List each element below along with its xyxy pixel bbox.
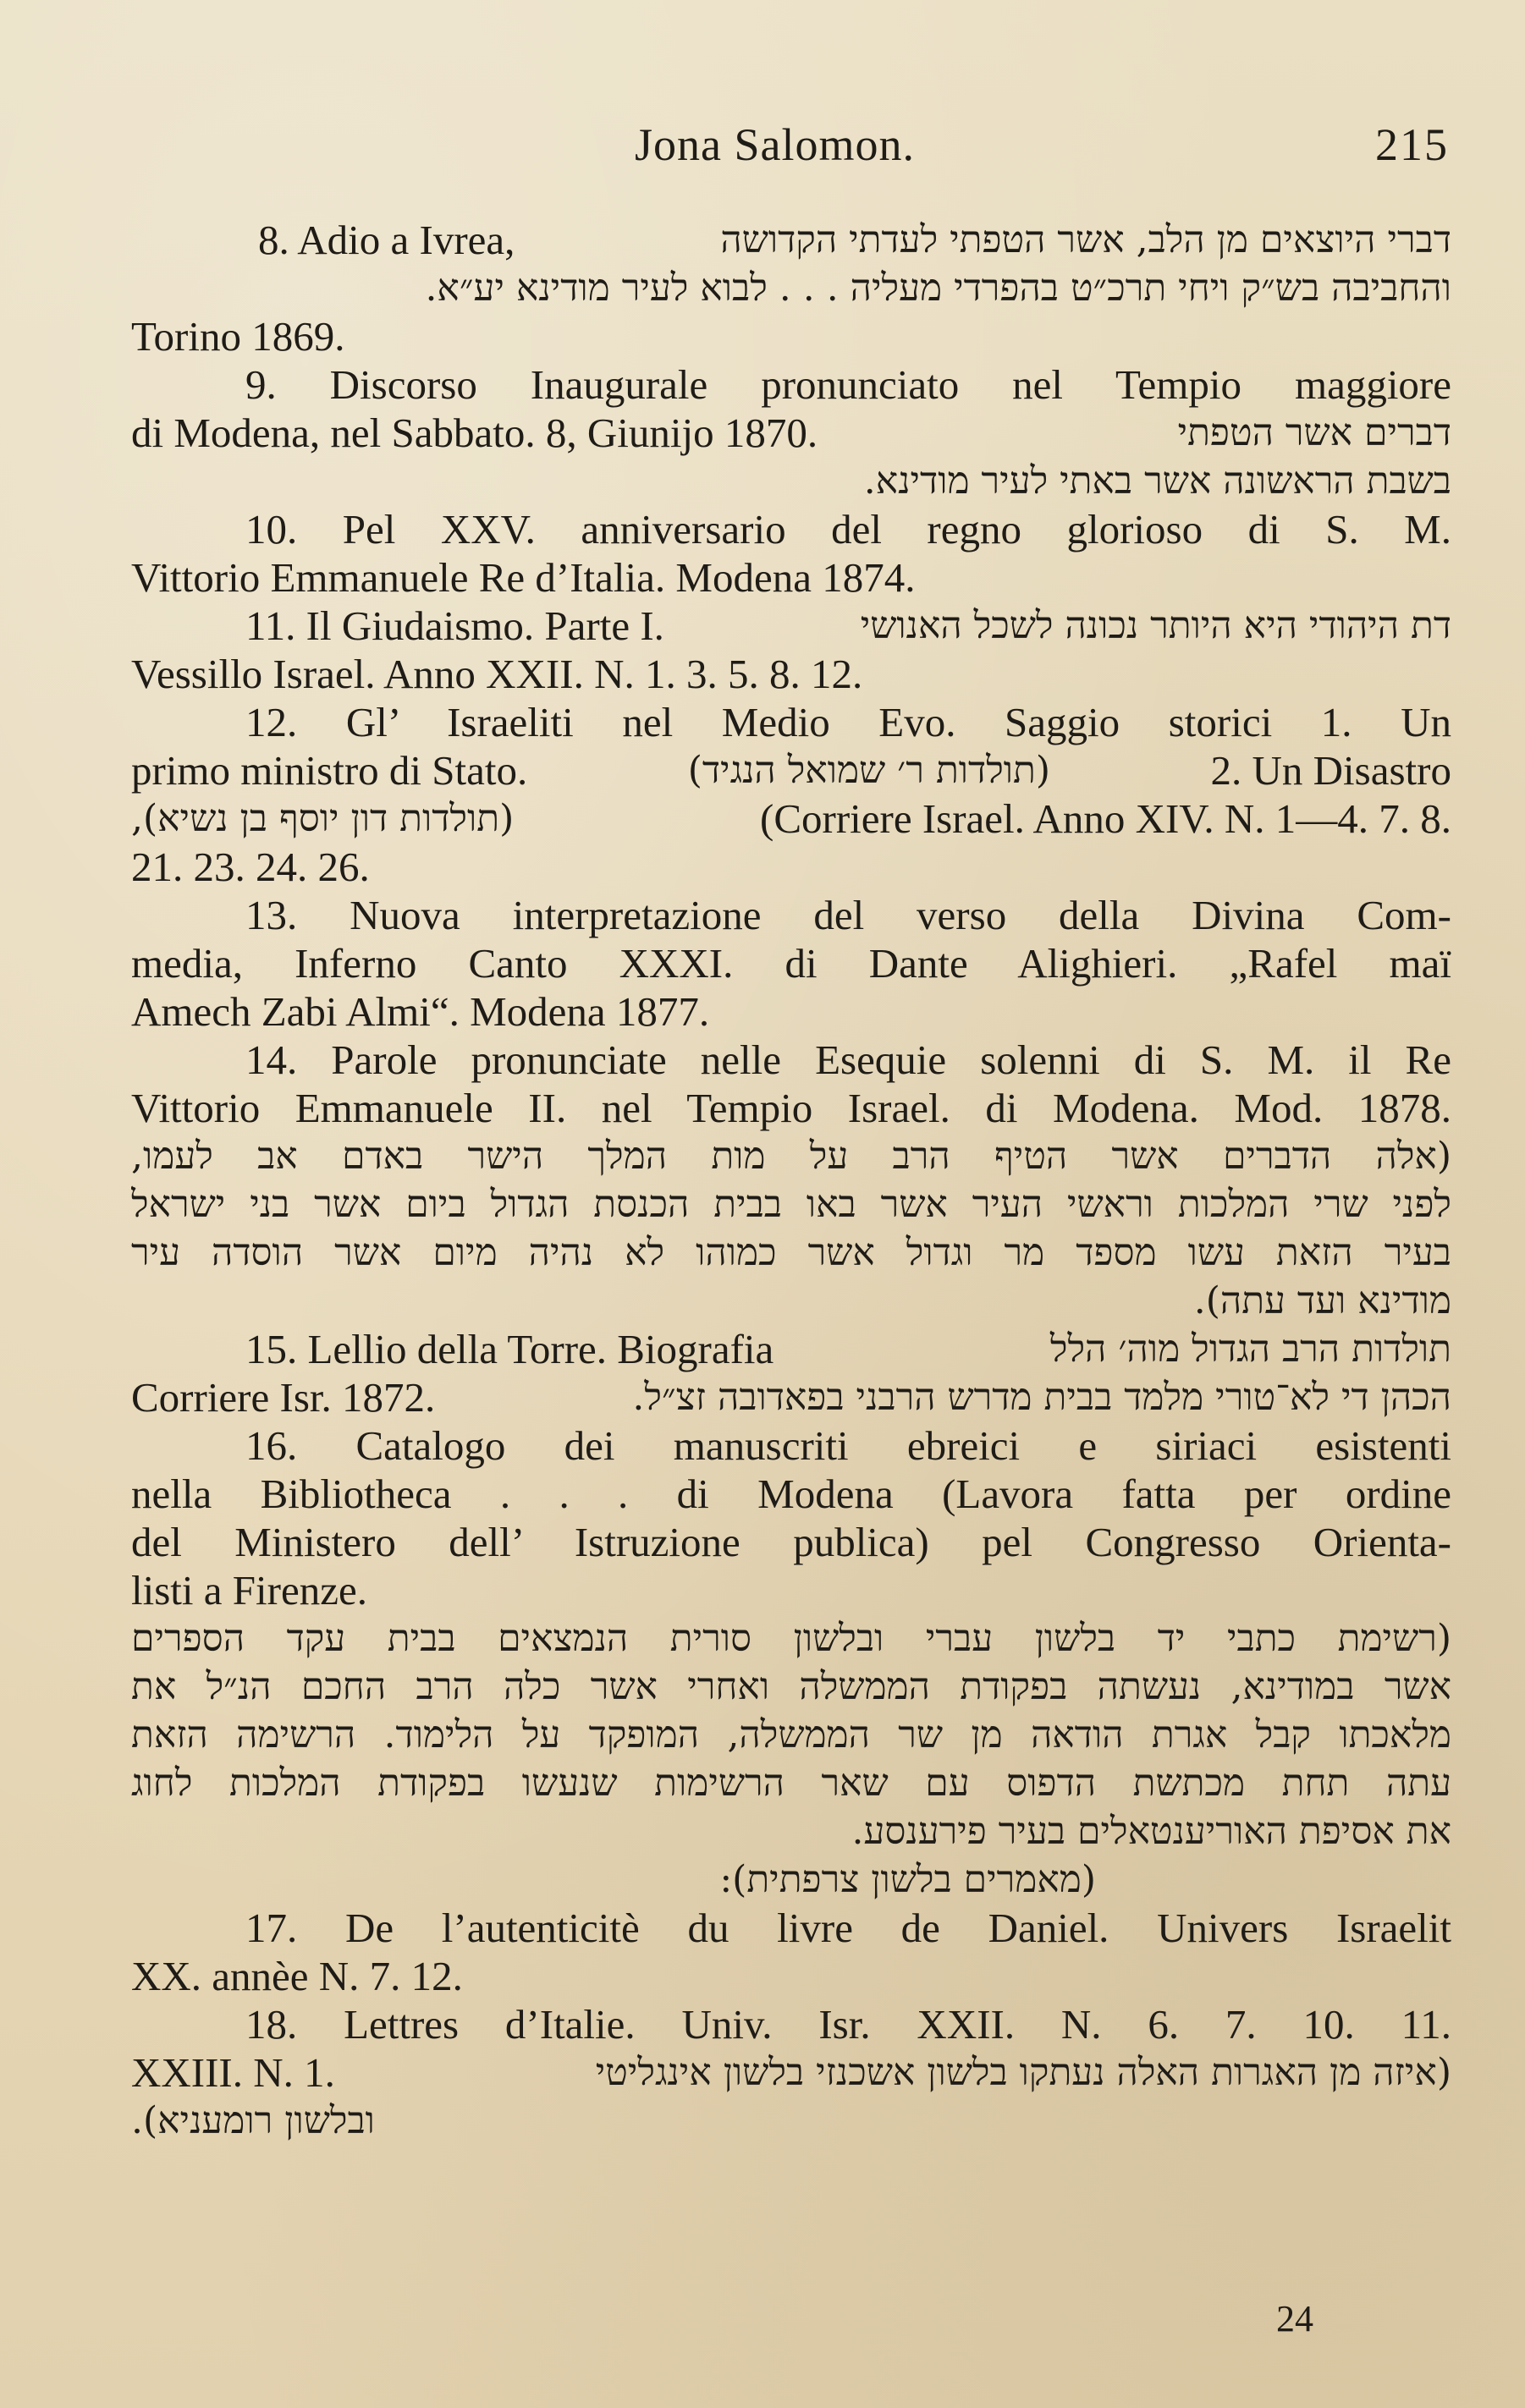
text-line: listi a Firenze. (131, 1567, 367, 1614)
hebrew-text: ובלשון רומעניא). (131, 2099, 375, 2142)
text-line: Vittorio Emmanuele Re d’Italia. Modena 1874. (131, 554, 916, 601)
hebrew-line: מלאכתו קבל אגרת הודאה מן שר הממשלה, המופקד על הלימוד. הרשימה הזאת (131, 1713, 1451, 1757)
hebrew-line (131, 2097, 1451, 2145)
text-line (131, 216, 1451, 264)
text-line: Vittorio Emmanuele II. nel Tempio Israel. di Modena. Mod. 1878. (131, 1085, 1451, 1131)
entry-16-title: 16. Catalogo dei manuscriti ebreici e siriaci esistenti (245, 1422, 1451, 1469)
entry-10-title: 10. Pel XXV. anniversario del regno glorioso di S. M. (245, 506, 1451, 553)
hebrew-line: (רשימת כתבי יד בלשון עברי ובלשון סורית הנמצאים בבית עקד הספרים (131, 1617, 1451, 1660)
running-title: Jona Salomon. (635, 119, 915, 170)
entry-14-title: 14. Parole pronunciate nelle Esequie solenni di S. M. il Re (245, 1036, 1451, 1083)
entry-13-title: 13. Nuova interpretazione del verso della Divina Com- (245, 892, 1451, 938)
hebrew-line: בשבת הראשונה אשר באתי לעיר מודינא. (863, 459, 1451, 503)
signature-mark: 24 (1276, 2298, 1313, 2339)
hebrew-line: עתה תחת מכתשת הדפוס עם שאר הרשימות שנעשו בפקודת המלכות לחוג (131, 1762, 1451, 1805)
text-line: 21. 23. 24. 26. (131, 844, 370, 890)
text-segment: primo ministro di Stato. (131, 747, 528, 794)
entry-12-title: 12. Gl’ Israeliti nel Medio Evo. Saggio storici 1. Un (245, 699, 1451, 745)
hebrew-text: (תולדות ר׳ שמואל הנגיד) (687, 749, 1051, 792)
text-line (131, 1325, 1451, 1373)
text-line: Vessillo Israel. Anno XXII. N. 1. 3. 5. 8. 12. (131, 651, 863, 697)
text-line: del Ministero dell’ Istruzione publica) pel Congresso Orienta- (131, 1519, 1451, 1565)
text-segment: Corriere Isr. 1872. (131, 1374, 436, 1421)
hebrew-line: את אסיפת האוריענטאלים בעיר פירענסע. (851, 1810, 1451, 1853)
hebrew-text: (איזה מן האגרות האלה נעתקו בלשון אשכנזי בלשון אינגליטי (595, 2051, 1451, 2094)
text-line (131, 794, 1451, 843)
hebrew-line: (מאמרים בלשון צרפתית): (719, 1858, 1096, 1901)
running-header (135, 118, 1449, 191)
hebrew-line: אשר במודינא, נעשתה בפקודת הממשלה ואחרי אשר כלה הרב החכם הנ״ל את (131, 1665, 1451, 1708)
hebrew-text: דת היהודי היא היותר נכונה לשכל האנושי (860, 604, 1451, 647)
page-number: 215 (1375, 119, 1449, 170)
hebrew-line: (אלה הדברים אשר הטיף הרב על מות המלך הישר באדם אב לעמו, (131, 1135, 1451, 1178)
text-line (131, 2048, 1451, 2097)
text-segment: di Modena, nel Sabbato. 8, Giunijo 1870. (131, 410, 818, 456)
page-body (131, 216, 1451, 2145)
hebrew-text: דברי היוצאים מן הלב, אשר הטפתי לעדתי הקדושה (720, 218, 1451, 261)
text-line (131, 746, 1451, 794)
hebrew-line: והחביבה בש״ק ויחי תרכ״ט בהפרדי מעליה . . . לבוא לעיר מודינא יע״א. (425, 267, 1451, 310)
hebrew-text: דברים אשר הטפתי (1177, 411, 1451, 454)
hebrew-line: בעיר הזאת עשו מספד מר וגדול אשר כמוהו לא נהיה מיום אשר הוסדה עיר (131, 1231, 1451, 1274)
hebrew-line: מודינא ועד עתה). (1193, 1279, 1451, 1322)
text-line (131, 602, 1451, 650)
text-line (131, 409, 1451, 457)
text-line: nella Bibliotheca . . . di Modena (Lavora fatta per ordine (131, 1471, 1451, 1517)
hebrew-line: לפני שרי המלכות וראשי העיר אשר באו בבית הכנסת הגדול ביום אשר בני ישראל (131, 1183, 1451, 1226)
text-line: Torino 1869. (131, 313, 345, 360)
hebrew-text: (תולדות דון יוסף בן נשיא), (131, 797, 515, 840)
text-line: Amech Zabi Almi“. Modena 1877. (131, 988, 710, 1035)
entry-9-title: 9. Discorso Inaugurale pronunciato nel Tempio maggiore (245, 361, 1451, 408)
text-line (131, 1373, 1451, 1421)
entry-11-title: 11. Il Giudaismo. Parte I. (245, 602, 664, 649)
hebrew-text: תולדות הרב הגדול מוה׳ הלל (1049, 1328, 1451, 1371)
entry-17-title: 17. De l’autenticitè du livre de Daniel. Univers Israelit (245, 1905, 1451, 1951)
text-line: media, Inferno Canto XXXI. di Dante Alighieri. „Rafel maï (131, 940, 1451, 987)
text-segment: XXIII. N. 1. (131, 2049, 335, 2096)
entry-18-title: 18. Lettres d’Italie. Univ. Isr. XXII. N. 6. 7. 10. 11. (245, 2001, 1451, 2048)
text-line: XX. annèe N. 7. 12. (131, 1953, 463, 1999)
hebrew-text: הכהן די לא־טורי מלמד בבית מדרש הרבני בפאדובה זצ״ל. (632, 1376, 1451, 1419)
text-segment: 2. Un Disastro (1210, 747, 1451, 794)
entry-15-title: 15. Lellio della Torre. Biografia (245, 1326, 774, 1372)
entry-8-title: 8. Adio a Ivrea, (258, 217, 515, 263)
text-segment: (Corriere Israel. Anno XIV. N. 1—4. 7. 8. (760, 795, 1451, 842)
